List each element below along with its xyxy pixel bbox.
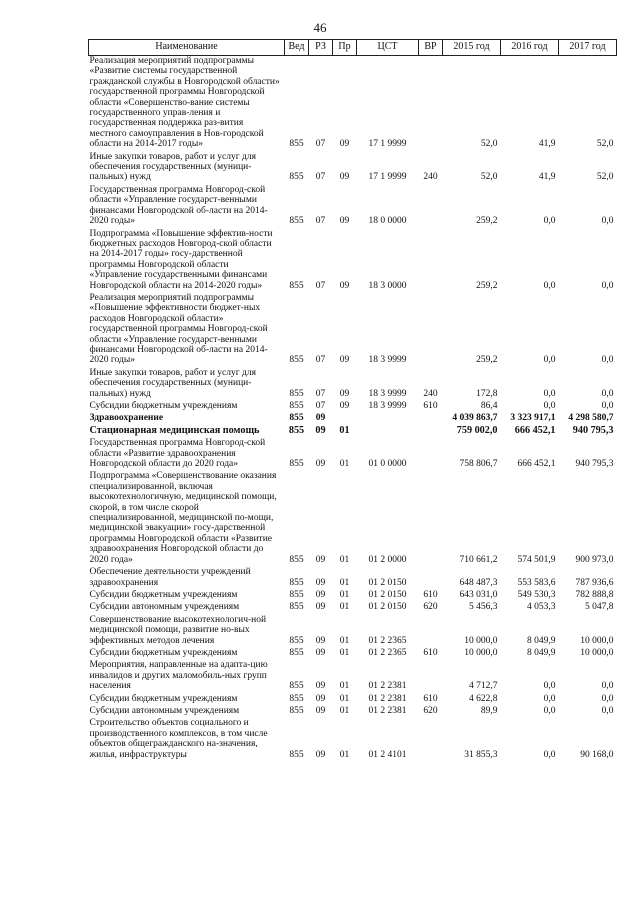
row-2015: 4 712,7 (469, 681, 498, 692)
row-rz: 09 (315, 554, 326, 565)
row-2016: 0,0 (543, 705, 556, 716)
table-row (89, 660, 617, 693)
row-rz: 07 (315, 280, 326, 291)
row-cst: 01 2 4101 (368, 749, 407, 760)
row-ved: 855 (289, 577, 304, 588)
row-name: Совершенствование высокотехнологич-ной медицинской помощи, развитие но-вых эффективных методов лечения (89, 614, 267, 646)
row-ved: 855 (289, 647, 304, 658)
row-pr: 01 (339, 635, 350, 646)
header-2015: 2015 год (443, 40, 501, 56)
row-vr (419, 426, 443, 438)
row-pr: 01 (339, 424, 350, 436)
table-row (89, 401, 617, 413)
row-ved: 855 (289, 139, 304, 150)
row-2017: 0,0 (601, 355, 614, 366)
row-2015: 89,9 (480, 705, 498, 716)
row-2017: 900 973,0 (575, 554, 614, 565)
row-cst: 01 2 2381 (368, 705, 407, 716)
row-name: Субсидии бюджетным учреждениям (89, 647, 238, 658)
row-vr (419, 185, 443, 229)
row-2015: 759 002,0 (456, 424, 498, 436)
row-2016: 4 053,3 (527, 602, 556, 613)
row-2017: 10 000,0 (580, 635, 614, 646)
header-name: Наименование (89, 40, 285, 56)
row-vr (419, 660, 443, 693)
row-cst: 01 2 0150 (368, 589, 407, 600)
row-2016: 41,9 (538, 139, 556, 150)
row-rz: 09 (315, 459, 326, 470)
row-cst: 17 1 9999 (368, 172, 407, 183)
row-2015: 259,2 (476, 280, 498, 291)
row-name: Строительство объектов социального и производственного комплексов, в том числе объектов общегражданского на-значения, жилья, инфраструктуры (89, 718, 268, 760)
row-2015: 10 000,0 (464, 647, 498, 658)
row-ved: 855 (289, 705, 304, 716)
row-2016: 41,9 (538, 172, 556, 183)
row-pr: 01 (339, 602, 350, 613)
row-2015: 259,2 (476, 216, 498, 227)
row-2015: 643 031,0 (459, 589, 498, 600)
table-row (89, 229, 617, 293)
row-pr: 09 (339, 172, 350, 183)
row-vr: 610 (423, 589, 438, 600)
row-2016: 666 452,1 (517, 459, 556, 470)
row-cst: 01 2 0000 (368, 554, 407, 565)
row-2016: 666 452,1 (514, 424, 556, 436)
row-pr: 09 (339, 401, 350, 411)
row-2015: 86,4 (480, 401, 498, 411)
header-vr: ВР (419, 40, 443, 56)
row-pr: 09 (339, 355, 350, 366)
header-2016: 2016 год (501, 40, 559, 56)
row-2015: 5 456,3 (469, 602, 498, 613)
row-pr (333, 413, 357, 425)
row-vr (419, 229, 443, 293)
table-row (89, 471, 617, 567)
table-row (89, 706, 617, 718)
row-ved: 855 (289, 280, 304, 291)
row-name: Субсидии бюджетным учреждениям (89, 693, 238, 704)
row-2017: 52,0 (596, 139, 614, 150)
row-rz: 09 (315, 413, 326, 424)
row-2016: 574 501,9 (517, 554, 556, 565)
row-2016: 0,0 (543, 749, 556, 760)
row-2015: 710 661,2 (459, 554, 498, 565)
row-pr: 09 (339, 139, 350, 150)
table-row (89, 426, 617, 438)
row-name: Иные закупки товаров, работ и услуг для обеспечения государственных (муници-пальных) нужд (89, 367, 256, 399)
row-2015: 31 855,3 (464, 749, 498, 760)
row-vr: 240 (423, 388, 438, 399)
row-2016: 0,0 (543, 280, 556, 291)
row-ved: 855 (289, 554, 304, 565)
row-2017: 10 000,0 (580, 647, 614, 658)
row-pr: 01 (339, 681, 350, 692)
header-pr: Пр (333, 40, 357, 56)
row-ved: 855 (288, 424, 305, 436)
row-rz: 09 (315, 647, 326, 658)
table-row (89, 718, 617, 762)
row-2017: 0,0 (601, 401, 614, 411)
table-row (89, 185, 617, 229)
row-rz: 09 (315, 635, 326, 646)
row-rz: 09 (315, 681, 326, 692)
row-2015: 4 039 863,7 (452, 413, 498, 424)
row-cst: 17 1 9999 (368, 139, 407, 150)
row-name: Государственная программа Новгород-ской области «Управление государст-венными финансами Новгородской об-ласти на 2014-2020 годы» (89, 184, 268, 227)
row-2016: 553 583,6 (517, 577, 556, 588)
row-pr: 01 (339, 693, 350, 704)
row-rz: 07 (315, 139, 326, 150)
row-name: Стационарная медицинская помощь (89, 424, 260, 436)
row-cst: 18 3 0000 (368, 280, 407, 291)
row-2017: 0,0 (601, 280, 614, 291)
row-cst: 01 2 2381 (368, 681, 407, 692)
row-name: Мероприятия, направленные на адапта-цию инвалидов и других маломобиль-ных групп населения (89, 660, 268, 692)
row-ved: 855 (289, 355, 304, 366)
row-cst: 01 2 2381 (368, 693, 407, 704)
header-rz: РЗ (309, 40, 333, 56)
row-2015: 648 487,3 (459, 577, 498, 588)
row-pr: 01 (339, 705, 350, 716)
row-2017: 5 047,8 (585, 602, 614, 613)
row-2016: 3 323 917,1 (510, 413, 556, 424)
row-2015: 4 622,8 (469, 693, 498, 704)
row-name: Реализация мероприятий подпрограммы «Повышение эффективности бюджет-ных расходов Новгородской области» государственной программы Новгород-ской области «Управление государст-венными финансами Новгородской об-ласти на 2014-2020 годы» (89, 292, 268, 366)
row-2017: 0,0 (601, 693, 614, 704)
header-ved: Вед (285, 40, 309, 56)
row-ved: 855 (289, 216, 304, 227)
row-cst (357, 413, 419, 425)
table-row (89, 694, 617, 706)
row-pr: 09 (339, 280, 350, 291)
row-name: Субсидии автономным учреждениям (89, 705, 240, 716)
table-row (89, 293, 617, 368)
row-name: Субсидии автономным учреждениям (89, 602, 240, 613)
row-2015: 52,0 (480, 139, 498, 150)
table-row (89, 615, 617, 648)
row-pr: 01 (339, 577, 350, 588)
row-ved: 855 (289, 749, 304, 760)
row-vr: 610 (423, 401, 438, 411)
table-row (89, 413, 617, 425)
row-name: Субсидии бюджетным учреждениям (89, 401, 238, 411)
row-ved: 855 (289, 413, 304, 424)
row-rz: 09 (315, 693, 326, 704)
row-2016: 0,0 (543, 388, 556, 399)
row-name: Государственная программа Новгород-ской области «Развитие здравоохранения Новгородской области до 2020 года» (89, 438, 266, 470)
row-name: Подпрограмма «Повышение эффектив-ности бюджетных расходов Новгород-ской области на 2014-2017 годы» госу-дарственной программы Новгородской области «Управление государственными финансами Новгородской области на 2014-2020 годы» (89, 228, 273, 291)
row-rz: 07 (315, 401, 326, 411)
row-ved: 855 (289, 388, 304, 399)
row-name: Реализация мероприятий подпрограммы «Развитие системы государственной гражданской службы в Новгородской области» государственной программы Новгородской области «Совершенство-вание системы государственного управ-ления и государственная поддержка раз-вития местного самоуправления в Нов-городской области на 2014-2017 годы» (89, 56, 280, 150)
row-2017: 940 795,3 (575, 459, 614, 470)
row-2017: 0,0 (601, 388, 614, 399)
row-name: Иные закупки товаров, работ и услуг для обеспечения государственных (муници-пальных) нужд (89, 151, 256, 183)
row-cst: 18 3 9999 (368, 388, 407, 399)
table-body (89, 56, 617, 763)
row-vr (419, 293, 443, 368)
row-vr (419, 471, 443, 567)
row-rz: 07 (315, 355, 326, 366)
row-ved: 855 (289, 589, 304, 600)
row-2016: 8 049,9 (527, 647, 556, 658)
row-pr: 01 (339, 647, 350, 658)
row-cst: 18 3 9999 (368, 355, 407, 366)
row-rz: 09 (315, 602, 326, 613)
table-row (89, 368, 617, 401)
row-rz: 07 (315, 172, 326, 183)
row-ved: 855 (289, 635, 304, 646)
row-rz: 07 (315, 388, 326, 399)
row-cst: 01 2 0150 (368, 577, 407, 588)
budget-table (88, 39, 617, 762)
row-2017: 0,0 (601, 216, 614, 227)
row-2016: 0,0 (543, 401, 556, 411)
row-cst: 01 2 2365 (368, 647, 407, 658)
header-2017: 2017 год (559, 40, 617, 56)
table-row (89, 438, 617, 471)
header-cst: ЦСТ (357, 40, 419, 56)
table-row (89, 56, 617, 152)
page-number: 46 (313, 20, 327, 35)
row-2017: 4 298 580,7 (568, 413, 614, 424)
row-ved: 855 (289, 681, 304, 692)
table-row (89, 648, 617, 660)
row-cst (357, 426, 419, 438)
table-header-row (89, 40, 617, 56)
row-2017: 52,0 (596, 172, 614, 183)
row-2015: 259,2 (476, 355, 498, 366)
row-2017: 782 888,8 (575, 589, 614, 600)
row-pr: 01 (339, 459, 350, 470)
row-rz: 09 (315, 589, 326, 600)
row-cst: 18 0 0000 (368, 216, 407, 227)
row-2016: 549 530,3 (517, 589, 556, 600)
row-vr (419, 567, 443, 590)
row-2015: 10 000,0 (464, 635, 498, 646)
table-row (89, 602, 617, 614)
row-cst: 01 2 2365 (368, 635, 407, 646)
row-2017: 90 168,0 (580, 749, 614, 760)
row-2016: 8 049,9 (527, 635, 556, 646)
row-rz: 09 (315, 705, 326, 716)
row-vr (419, 56, 443, 152)
row-name: Субсидии бюджетным учреждениям (89, 589, 238, 600)
row-rz: 09 (315, 577, 326, 588)
row-2017: 0,0 (601, 681, 614, 692)
row-pr: 01 (339, 589, 350, 600)
row-ved: 855 (289, 172, 304, 183)
row-ved: 855 (289, 602, 304, 613)
row-2015: 172,8 (476, 388, 498, 399)
row-rz: 09 (315, 424, 326, 436)
row-name: Подпрограмма «Совершенствование оказания специализированной, включая высокотехнологичную, медицинской помощи, скорой, в том числе скорой специализированной, медицинской по-мощи, медицинской эвакуации» госу-дарственной программы Новгородской области «Развитие здравоохранения Новгородской области до 2020 года» (89, 471, 277, 565)
row-cst: 01 2 0150 (368, 602, 407, 613)
row-vr (419, 615, 443, 648)
row-vr: 610 (423, 647, 438, 658)
row-pr: 09 (339, 388, 350, 399)
row-pr: 01 (339, 749, 350, 760)
row-name: Здравоохранение (89, 413, 164, 424)
row-2017: 787 936,6 (575, 577, 614, 588)
row-vr: 610 (423, 693, 438, 704)
row-2016: 0,0 (543, 693, 556, 704)
row-2016: 0,0 (543, 216, 556, 227)
row-rz: 09 (315, 749, 326, 760)
row-vr (419, 413, 443, 425)
row-vr: 620 (423, 602, 438, 613)
row-rz: 07 (315, 216, 326, 227)
row-2016: 0,0 (543, 355, 556, 366)
row-vr: 240 (423, 172, 438, 183)
row-cst: 01 0 0000 (368, 459, 407, 470)
row-2017: 940 795,3 (572, 424, 614, 436)
table-row (89, 567, 617, 590)
row-ved: 855 (289, 459, 304, 470)
table-row (89, 590, 617, 602)
row-vr: 620 (423, 705, 438, 716)
table-row (89, 152, 617, 185)
row-ved: 855 (289, 401, 304, 411)
row-2015: 52,0 (480, 172, 498, 183)
row-ved: 855 (289, 693, 304, 704)
row-name: Обеспечение деятельности учреждений здравоохранения (89, 567, 251, 588)
row-vr (419, 438, 443, 471)
row-2017: 0,0 (601, 705, 614, 716)
row-cst: 18 3 9999 (368, 401, 407, 411)
row-pr: 09 (339, 216, 350, 227)
row-2015: 758 806,7 (459, 459, 498, 470)
row-pr: 01 (339, 554, 350, 565)
row-vr (419, 718, 443, 762)
row-2016: 0,0 (543, 681, 556, 692)
